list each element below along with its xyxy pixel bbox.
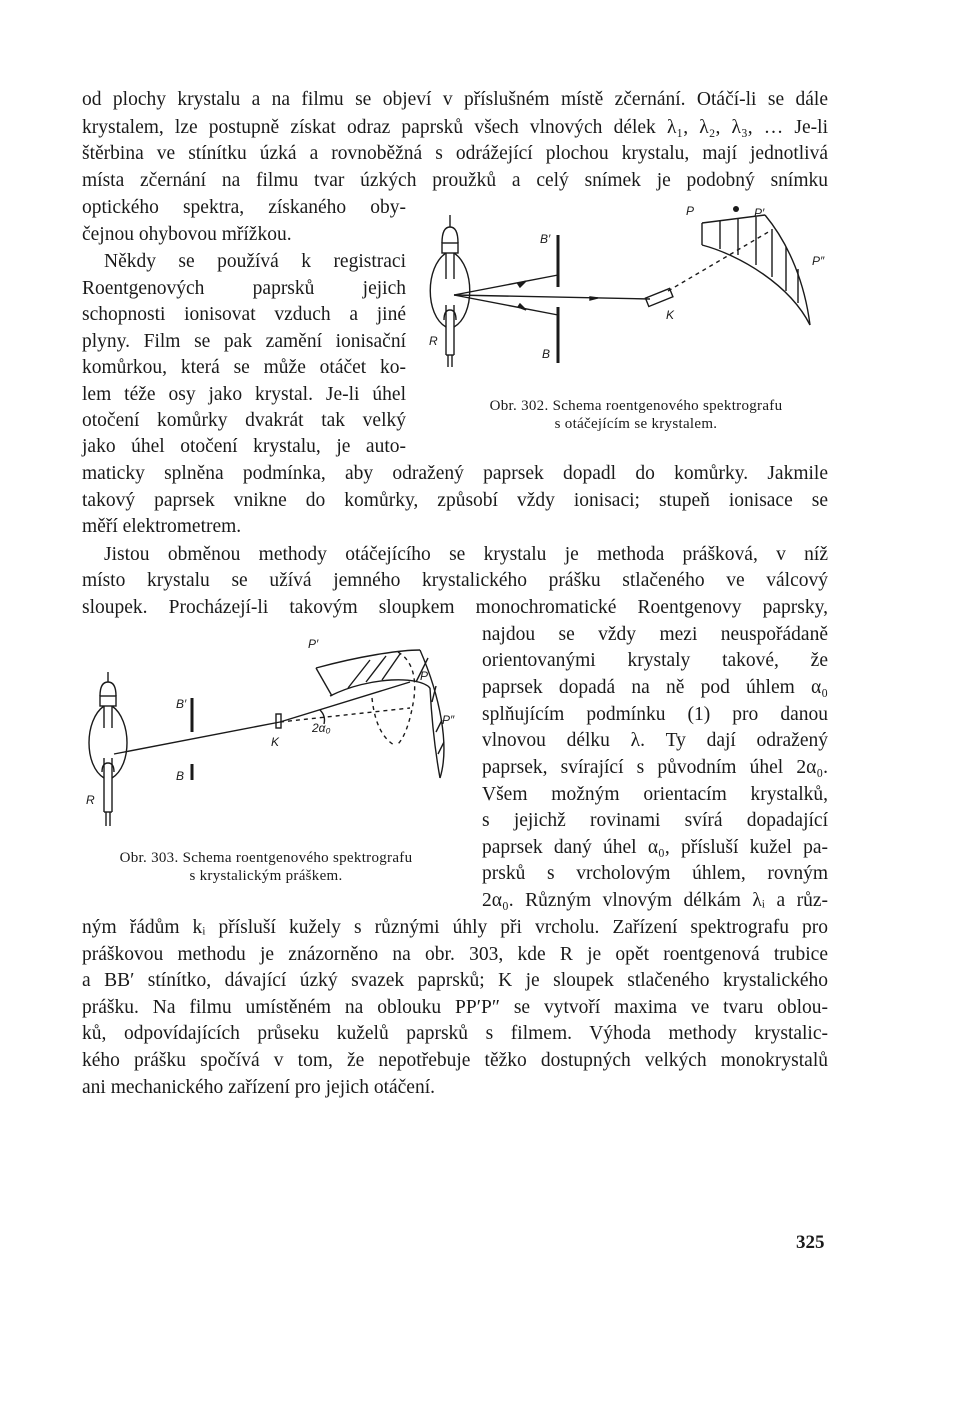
label-angle: 2α₀ [312, 721, 331, 735]
label-p-prime: P′ [754, 206, 765, 220]
text-line: vlnovou délku λ. Ty dají odražený [482, 730, 828, 751]
figure-303-diagram [80, 636, 460, 846]
label-b: B [176, 769, 185, 783]
label-p-double: P″ [442, 713, 455, 727]
text-line: splňujícím podmínku (1) pro danou [482, 704, 828, 725]
text-line: místa zčernání na filmu tvar úzkých proužků a celý snímek je podobný snímku [82, 170, 828, 191]
text-line: místo krystalu se užívá jemného krystalického prášku stlačeného ve válcový [82, 570, 828, 591]
label-p-double: P″ [812, 254, 825, 268]
label-r: R [429, 334, 438, 348]
text-line: schopnosti ionisovat vzduch a jiné [82, 304, 406, 325]
text-line: ným řádům kᵢ přísluší kužely s různými úhly při vrcholu. Zařízení spektrografu pro [82, 917, 828, 938]
text-line: takový paprsek vnikne do komůrky, způsobí vždy ionisaci; stupeň ionisace se [82, 490, 828, 511]
label-b: B [542, 347, 551, 361]
label-p: P [420, 669, 429, 683]
text-line: prášku. Na filmu umístěném na oblouku PP′P″ se vytvoří maxima ve tvaru oblou- [82, 997, 828, 1018]
label-p: P [686, 204, 695, 218]
text-line: a BB′ stínítko, dávající úzký svazek paprsků; K je sloupek stlačeného krystalického [82, 970, 828, 991]
text-line: optického spektra, získaného oby- [82, 197, 406, 218]
text-line: štěrbina ve stínítku úzká a rovnoběžná s odrážející plochou krystalu, mají jednotlivá [82, 143, 828, 164]
caption-line: Obr. 303. Schema roentgenového spektrografu [119, 850, 413, 866]
text-line: 2α₀. Různým vlnovým délkám λᵢ a růz- [482, 890, 828, 911]
text-line: paprsek dopadá na ně pod úhlem α₀ [482, 677, 828, 698]
text-line: čejnou ohybovou mřížkou. [82, 224, 292, 245]
text-line: kého prášku spočívá v tom, že nepotřebuje těžko dostupných velkých monokrystalů [82, 1050, 828, 1071]
text-line: od plochy krystalu a na filmu se objeví v příslušném místě zčernání. Otáčí-li se dále [82, 89, 828, 110]
label-k: K [271, 735, 280, 749]
caption-line: s krystalickým práškem. [189, 868, 343, 884]
figure-302-caption [440, 397, 832, 433]
text-line: otočení komůrky dvakrát tak velký [82, 410, 406, 431]
text-line: plyny. Film se pak zamění ionisační [82, 331, 406, 352]
page-number: 325 [796, 1232, 825, 1253]
label-r: R [86, 793, 95, 807]
caption-line: Obr. 302. Schema roentgenového spektrografu [489, 398, 783, 414]
text-line: s jejichž rovinami svírá dopadající [482, 810, 828, 831]
label-b-prime: B′ [540, 232, 551, 246]
text-line: ani mechanického zařízení pro jejich otáčení. [82, 1077, 435, 1098]
figure-303-caption [80, 849, 452, 885]
text-line: maticky splněna podmínka, aby odražený paprsek dopadl do komůrky. Jakmile [82, 463, 828, 484]
text-line: paprsek daný úhel α₀, přísluší kužel pa- [482, 837, 828, 858]
text-line: práškovou methodu je znázorněno na obr. 303, kde R je opět roentgenová trubice [82, 944, 828, 965]
text-line: Jistou obměnou methody otáčejícího se krystalu je methoda prášková, v níž [104, 544, 828, 565]
text-line: najdou se vždy mezi neuspořádaně [482, 624, 828, 645]
figure-302-diagram [420, 195, 840, 395]
text-line: paprsek, svírající s původním úhel 2α₀. [482, 757, 828, 778]
text-line: měří elektrometrem. [82, 516, 242, 537]
text-line: lem téže osy jako krystal. Je-li úhel [82, 384, 406, 405]
text-line: sloupek. Procházejí-li takovým sloupkem monochromatické Roentgenovy paprsky, [82, 597, 828, 618]
text-line: prsků s vrcholovým úhlem, rovným [482, 863, 828, 884]
text-line: Roentgenových paprsků jejich [82, 278, 406, 299]
text-line: komůrkou, která se může otáčet ko- [82, 357, 406, 378]
caption-line: s otáčejícím se krystalem. [554, 416, 718, 432]
label-p-prime: P′ [308, 637, 319, 651]
text-line: Někdy se používá k registraci [104, 251, 406, 272]
text-line: orientovanými krystaly takové, že [482, 650, 828, 671]
text-line: jako úhel otočení krystalu, je auto- [82, 436, 406, 457]
label-k: K [666, 308, 675, 322]
text-line: krystalem, lze postupně získat odraz paprsků všech vlnových délek λ₁, λ₂, λ₃, … Je-li [82, 117, 828, 138]
text-line: Všem možným orientacím krystalků, [482, 784, 828, 805]
label-b-prime: B′ [176, 697, 187, 711]
text-line: ků, odpovídajících průseku kuželů paprsků s filmem. Výhoda methody krystalic- [82, 1023, 828, 1044]
